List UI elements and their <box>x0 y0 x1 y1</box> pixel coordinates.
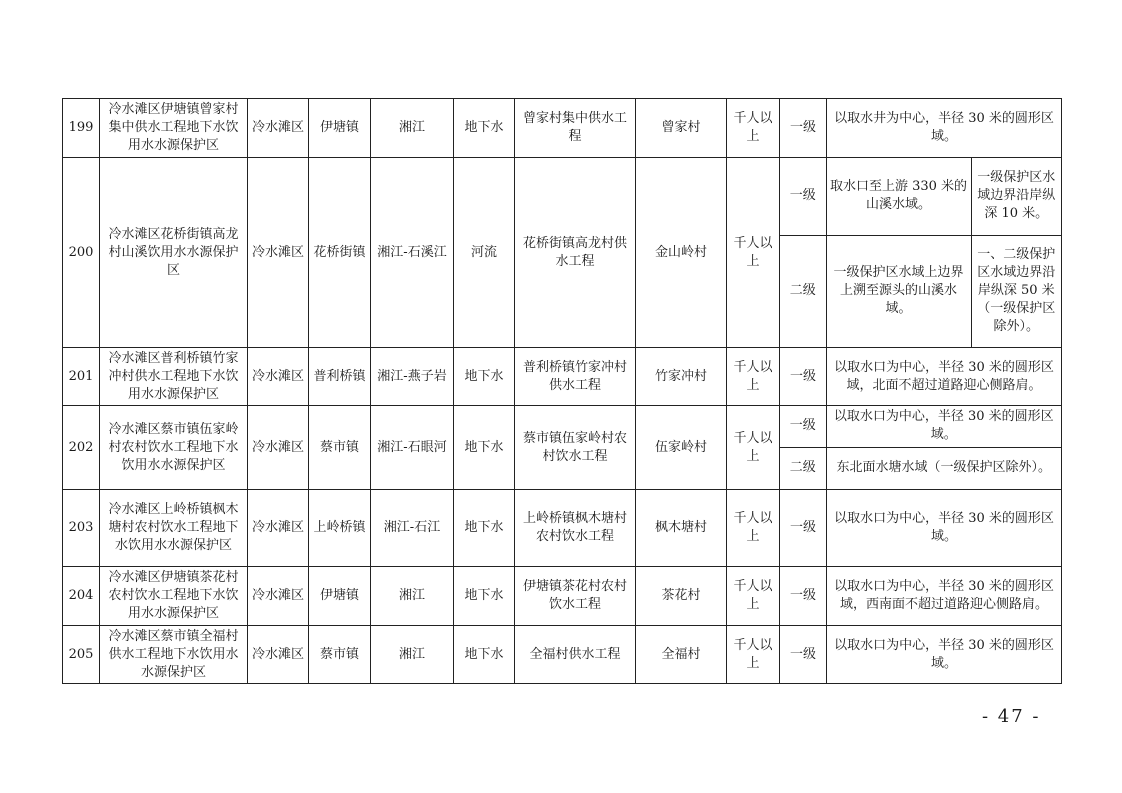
zone-water-description: 一级保护区水域上边界上溯至源头的山溪水域。 <box>826 235 971 347</box>
village: 全福村 <box>636 626 727 684</box>
table-row <box>63 406 1062 490</box>
zone-subtable <box>780 158 1061 347</box>
scale: 千人以上 <box>727 567 780 626</box>
river: 湘江-燕子岩 <box>371 348 454 406</box>
zone-group <box>780 406 1062 490</box>
area-name: 冷水滩区伊塘镇曾家村集中供水工程地下水饮用水水源保护区 <box>100 99 248 158</box>
town: 蔡市镇 <box>309 626 371 684</box>
zone-description: 东北面水塘水域（一级保护区除外）。 <box>836 460 1051 476</box>
table-row <box>63 626 1062 684</box>
zone-level: 二级 <box>780 235 826 347</box>
project: 上岭桥镇枫木塘村农村饮水工程 <box>515 490 636 567</box>
district: 冷水滩区 <box>248 158 309 348</box>
zone-land-description: 一级保护区水域边界沿岸纵深 10 米。 <box>971 158 1061 235</box>
town: 伊塘镇 <box>309 567 371 626</box>
district: 冷水滩区 <box>248 99 309 158</box>
zone-level: 一级 <box>780 567 827 626</box>
zone-description: 以取水口为中心，半径 30 米的圆形区域。 <box>826 406 1061 447</box>
water-type: 地下水 <box>454 406 515 490</box>
row-number: 199 <box>63 99 100 158</box>
zone-description: 以取水口为中心，半径 30 米的圆形区域，北面不超过道路迎心侧路肩。 <box>827 348 1062 406</box>
water-type: 地下水 <box>454 490 515 567</box>
water-type: 地下水 <box>454 99 515 158</box>
zone-description: 以取水井为中心，半径 30 米的圆形区域。 <box>827 99 1062 158</box>
row-number: 203 <box>63 490 100 567</box>
area-name: 冷水滩区普利桥镇竹家冲村供水工程地下水饮用水水源保护区 <box>100 348 248 406</box>
zone-level: 一级 <box>780 490 827 567</box>
table-row <box>63 567 1062 626</box>
page-number: - 47 - <box>982 706 1041 727</box>
river: 湘江-石溪江 <box>371 158 454 348</box>
area-name: 冷水滩区上岭桥镇枫木塘村农村饮水工程地下水饮用水水源保护区 <box>100 490 248 567</box>
scale: 千人以上 <box>727 490 780 567</box>
zone-water-description: 取水口至上游 330 米的山溪水域。 <box>826 158 971 235</box>
scale: 千人以上 <box>727 348 780 406</box>
water-type: 地下水 <box>454 626 515 684</box>
project: 曾家村集中供水工程 <box>515 99 636 158</box>
zone-description: 以取水口为中心，半径 30 米的圆形区域。 <box>827 626 1062 684</box>
town: 普利桥镇 <box>309 348 371 406</box>
town: 花桥街镇 <box>309 158 371 348</box>
scale: 千人以上 <box>727 158 780 348</box>
village: 枫木塘村 <box>636 490 727 567</box>
zone-subtable <box>780 406 1061 489</box>
village: 金山岭村 <box>636 158 727 348</box>
water-type: 河流 <box>454 158 515 348</box>
district: 冷水滩区 <box>248 567 309 626</box>
row-number: 204 <box>63 567 100 626</box>
river: 湘江-石江 <box>371 490 454 567</box>
village: 竹家冲村 <box>636 348 727 406</box>
zone-group <box>780 158 1062 348</box>
project: 普利桥镇竹家冲村供水工程 <box>515 348 636 406</box>
area-name: 冷水滩区伊塘镇茶花村农村饮水工程地下水饮用水水源保护区 <box>100 567 248 626</box>
village: 茶花村 <box>636 567 727 626</box>
zone-land-description: 一、二级保护区水域边界沿岸纵深 50 米（一级保护区除外）。 <box>977 247 1056 335</box>
area-name: 冷水滩区蔡市镇伍家岭村农村饮水工程地下水饮用水水源保护区 <box>100 406 248 490</box>
table-row <box>63 158 1062 348</box>
zone-level: 一级 <box>780 348 827 406</box>
row-number: 200 <box>63 158 100 348</box>
district: 冷水滩区 <box>248 348 309 406</box>
row-number: 202 <box>63 406 100 490</box>
zone-level: 一级 <box>780 626 827 684</box>
river: 湘江 <box>371 567 454 626</box>
district: 冷水滩区 <box>248 406 309 490</box>
town: 上岭桥镇 <box>309 490 371 567</box>
town: 蔡市镇 <box>309 406 371 490</box>
project: 花桥街镇高龙村供水工程 <box>515 158 636 348</box>
river: 湘江 <box>371 99 454 158</box>
zone-level: 二级 <box>780 447 826 489</box>
village: 曾家村 <box>636 99 727 158</box>
area-name: 冷水滩区花桥街镇高龙村山溪饮用水水源保护区 <box>100 158 248 348</box>
water-type: 地下水 <box>454 348 515 406</box>
district: 冷水滩区 <box>248 490 309 567</box>
table-row <box>63 99 1062 158</box>
river: 湘江-石眼河 <box>371 406 454 490</box>
scale: 千人以上 <box>727 626 780 684</box>
project: 伊塘镇茶花村农村饮水工程 <box>515 567 636 626</box>
table-row <box>63 348 1062 406</box>
water-type: 地下水 <box>454 567 515 626</box>
zone-description: 以取水口为中心，半径 30 米的圆形区域。 <box>827 490 1062 567</box>
project: 全福村供水工程 <box>515 626 636 684</box>
zone-description: 以取水口为中心，半径 30 米的圆形区域，西南面不超过道路迎心侧路肩。 <box>827 567 1062 626</box>
zone-level: 一级 <box>780 158 826 235</box>
area-name: 冷水滩区蔡市镇全福村供水工程地下水饮用水水源保护区 <box>100 626 248 684</box>
district: 冷水滩区 <box>248 626 309 684</box>
village: 伍家岭村 <box>636 406 727 490</box>
row-number: 205 <box>63 626 100 684</box>
source-protection-table <box>62 98 1062 684</box>
town: 伊塘镇 <box>309 99 371 158</box>
zone-level: 一级 <box>780 99 827 158</box>
project: 蔡市镇伍家岭村农村饮水工程 <box>515 406 636 490</box>
river: 湘江 <box>371 626 454 684</box>
scale: 千人以上 <box>727 99 780 158</box>
table-row <box>63 490 1062 567</box>
scale: 千人以上 <box>727 406 780 490</box>
row-number: 201 <box>63 348 100 406</box>
zone-level: 一级 <box>780 406 826 447</box>
